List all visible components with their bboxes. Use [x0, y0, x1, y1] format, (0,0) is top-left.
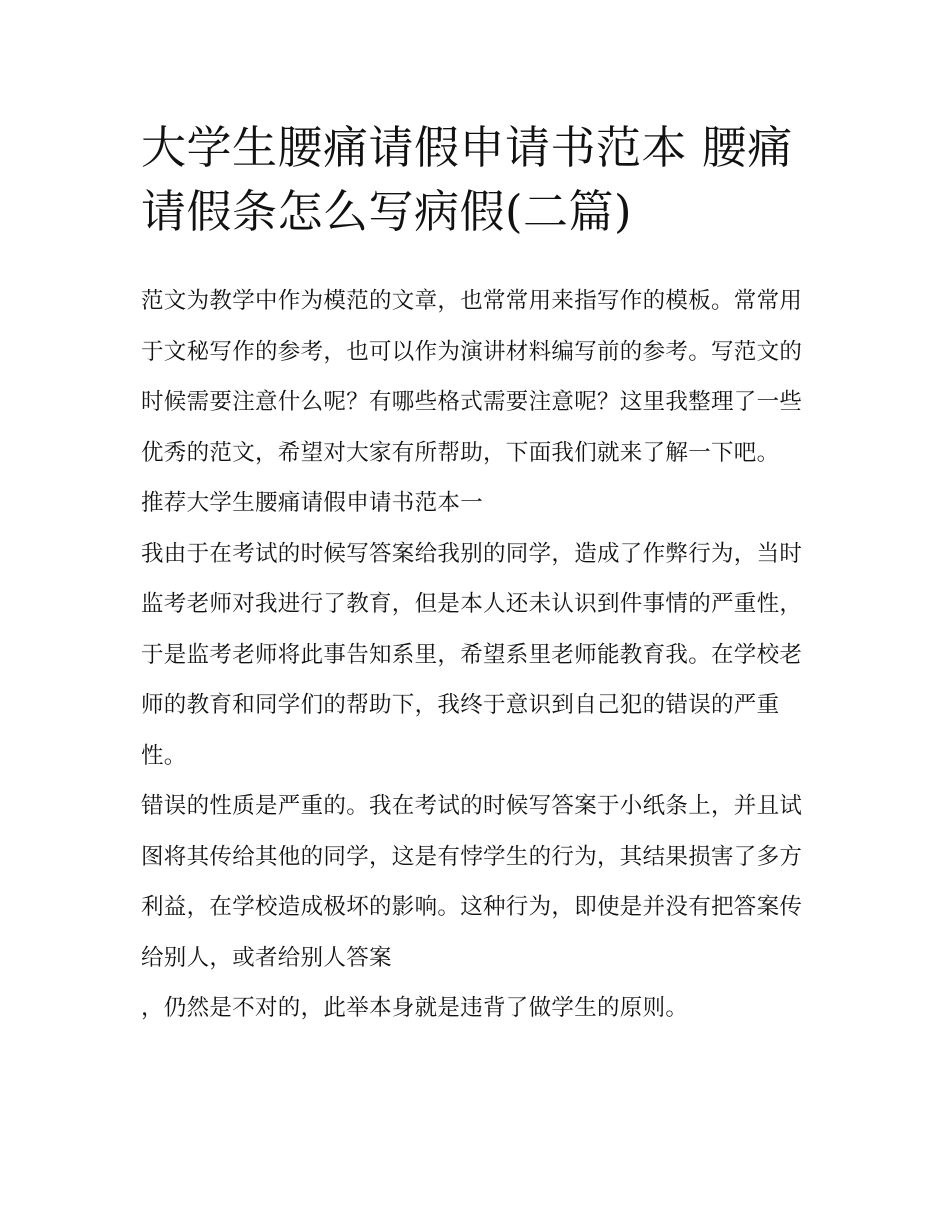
body-paragraph: 错误的性质是严重的。我在考试的时候写答案于小纸条上，并且试图将其传给其他的同学，这是有悖学生的行为，其结果损害了多方利益，在学校造成极坏的影响。这种行为，即使是并没有把答案传给别人，或者给别人答案 [141, 793, 803, 971]
document-body [141, 276, 813, 1034]
intro-paragraph: 范文为教学中作为模范的文章，也常常用来指写作的模板。常常用于文秘写作的参考，也可以作为演讲材料编写前的参考。写范文的时候需要注意什么呢？有哪些格式需要注意呢？这里我整理了一些优秀的范文，希望对大家有所帮助，下面我们就来了解一下吧。 [141, 288, 803, 466]
document-title: 大学生腰痛请假申请书范本 腰痛请假条怎么写病假(二篇) [141, 121, 793, 238]
body-paragraph: ，仍然是不对的，此举本身就是违背了做学生的原则。 [141, 995, 689, 1021]
body-paragraph: 我由于在考试的时候写答案给我别的同学，造成了作弊行为，当时监考老师对我进行了教育，但是本人还未认识到件事情的严重性，于是监考老师将此事告知系里，希望系里老师能教育我。在学校老师的教育和同学们的帮助下，我终于意识到自己犯的错误的严重性。 [141, 540, 803, 769]
section-heading: 推荐大学生腰痛请假申请书范本一 [141, 490, 484, 516]
